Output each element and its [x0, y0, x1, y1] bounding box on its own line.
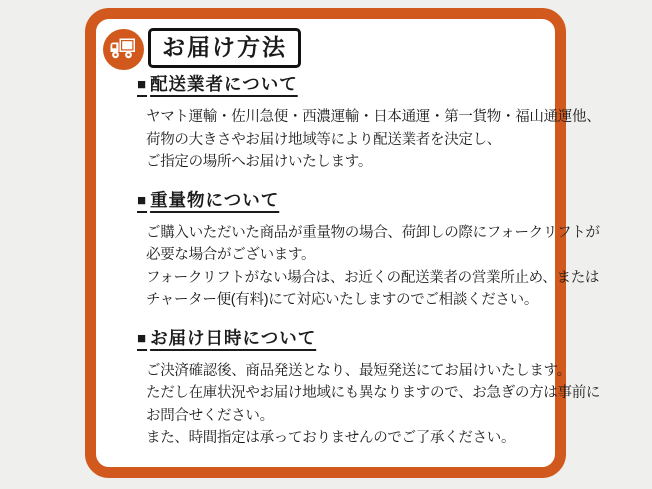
section-heavy-items [137, 187, 600, 312]
text-line: 必要な場合がございます。 [146, 247, 316, 263]
square-bullet-icon: ■ [137, 76, 148, 93]
text-line: ご決済確認後、商品発送となり、最短発送にてお届けいたします。 [146, 362, 571, 379]
section-carriers-heading [137, 71, 552, 96]
text-line: ご購入いただいた商品が重量物の場合、荷卸しの際にフォークリフトが [146, 224, 600, 241]
text-line: チャーター便(有料)にて対応いたしますのでご相談ください。 [146, 292, 539, 308]
section-delivery-datetime-body [146, 360, 601, 450]
text-line: 荷物の大きさやお届け地域等により配送業者を決定し、 [146, 131, 501, 148]
section-carriers-body [146, 106, 601, 174]
text-line: また、時間指定は承っておりませんのでご了承ください。 [146, 430, 516, 446]
square-bullet-icon: ■ [137, 191, 148, 209]
section-heavy-items-heading [137, 187, 552, 212]
page-title: お届け方法 [148, 28, 301, 68]
section-delivery-datetime [137, 325, 601, 450]
text-line: フォークリフトがない場合は、お近くの配送業者の営業所止め、または [146, 269, 600, 286]
section-heavy-items-title: 重量物について [150, 189, 280, 210]
content [137, 71, 601, 463]
section-delivery-datetime-title: お届け日時について [150, 327, 317, 348]
text-line: お問合せください。 [146, 407, 274, 424]
truck-icon [103, 29, 144, 70]
section-heavy-items-body [146, 222, 600, 312]
text-line: ご指定の場所へお届けいたします。 [146, 154, 373, 170]
section-carriers [137, 71, 601, 174]
text-line: ただし在庫状況やお届け地域にも異なりますので、お急ぎの方は事前に [146, 385, 601, 401]
section-delivery-datetime-heading [137, 325, 552, 350]
square-bullet-icon: ■ [137, 329, 148, 347]
text-line: ヤマト運輸・佐川急便・西濃運輸・日本通運・第一貨物・福山通運他、 [146, 109, 601, 125]
section-carriers-title: 配送業者について [150, 74, 298, 94]
